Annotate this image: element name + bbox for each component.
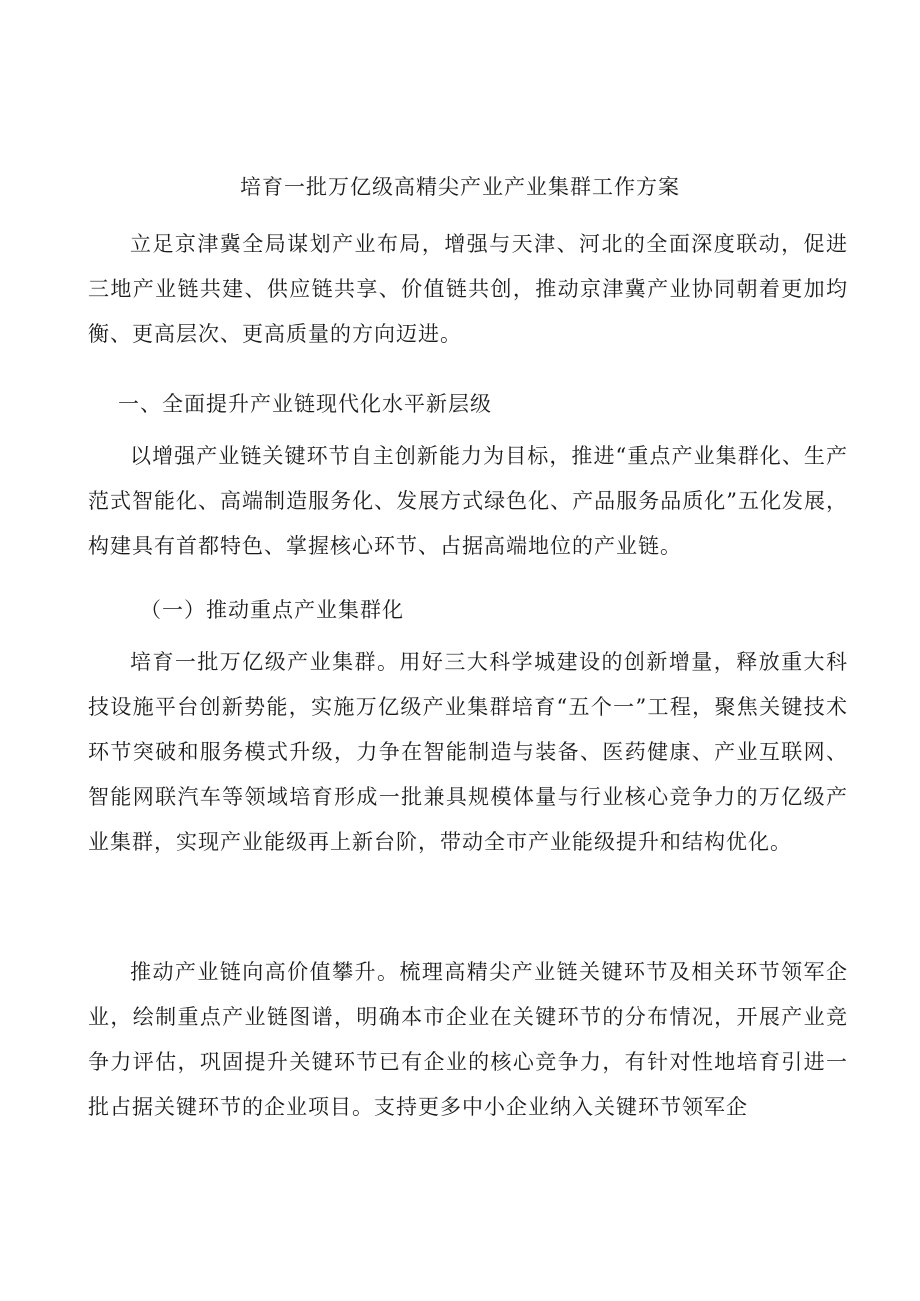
intro-paragraph: 立足京津冀全局谋划产业布局，增强与天津、河北的全面深度联动，促进三地产业链共建、供应链共享、价值链共创，推动京津冀产业协同朝着更加均衡、更高层次、更高质量的方向迈进。	[88, 232, 848, 346]
subsection-heading-1: （一）推动重点产业集群化	[140, 598, 404, 622]
section-1-paragraph: 以增强产业链关键环节自主创新能力为目标，推进“重点产业集群化、生产范式智能化、高端制造服务化、发展方式绿色化、产品服务品质化”五化发展，构建具有首都特色、掌握核心环节、占据高端地位的产业链。	[88, 444, 848, 558]
section-heading-1: 一、全面提升产业链现代化水平新层级	[118, 392, 492, 416]
subsection-1-paragraph-1: 培育一批万亿级产业集群。用好三大科学城建设的创新增量，释放重大科技设施平台创新势能，实施万亿级产业集群培育“五个一”工程，聚焦关键技术环节突破和服务模式升级，力争在智能制造与装备、医药健康、产业互联网、智能网联汽车等领域培育形成一批兼具规模体量与行业核心竞争力的万亿级产业集群，实现产业能级再上新台阶，带动全市产业能级提升和结构优化。	[88, 650, 848, 854]
document-title: 培育一批万亿级高精尖产业产业集群工作方案	[240, 175, 680, 199]
subsection-1-paragraph-2: 推动产业链向高价值攀升。梳理高精尖产业链关键环节及相关环节领军企业，绘制重点产业链图谱，明确本市企业在关键环节的分布情况，开展产业竞争力评估，巩固提升关键环节已有企业的核心竞争力，有针对性地培育引进一批占据关键环节的企业项目。支持更多中小企业纳入关键环节领军企	[88, 960, 848, 1119]
